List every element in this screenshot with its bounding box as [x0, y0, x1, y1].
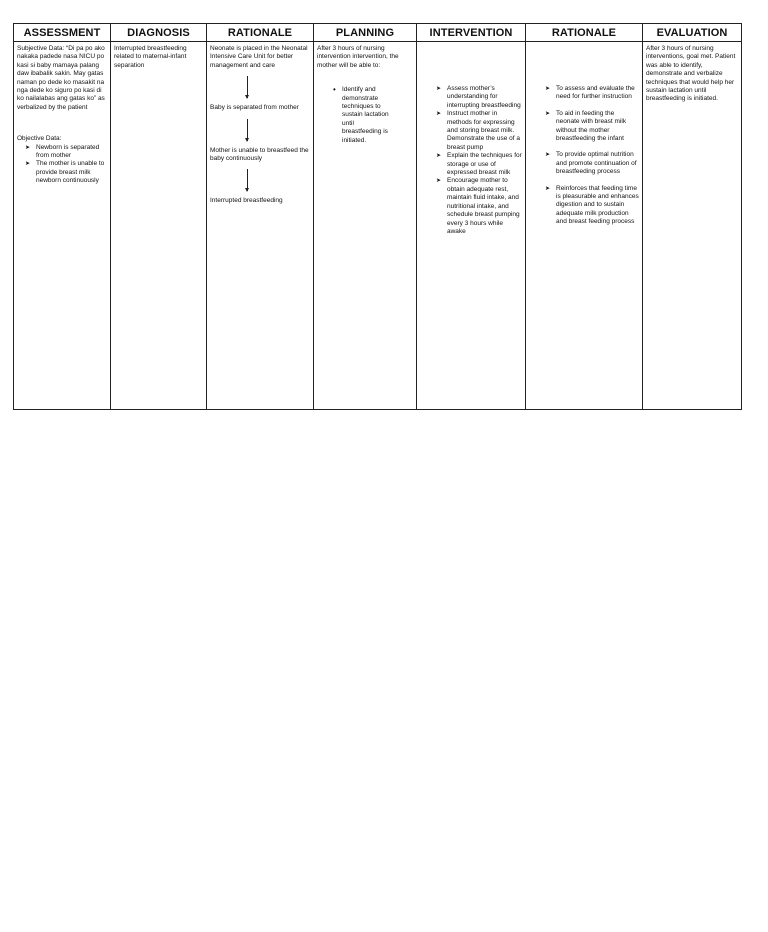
- rationale-step: Baby is separated from mother: [210, 104, 299, 112]
- header-intervention: INTERVENTION: [417, 24, 526, 42]
- diagnosis-cell: [111, 42, 207, 410]
- content-row: [14, 42, 742, 410]
- list-item: ➤ Newborn is separated from mother: [23, 144, 107, 161]
- rationale-step: Neonate is placed in the Neonatal Intensive Care Unit for better management and care: [210, 45, 308, 69]
- arrow-down-icon: [247, 76, 248, 98]
- evaluation-text: After 3 hours of nursing interventions, goal met. Patient was able to identify, demonstrate and verbalize techniques that would help her sustain lactation until breastfeeding is initiated.: [646, 45, 736, 103]
- rationale-2-list: [543, 85, 639, 227]
- header-planning: PLANNING: [314, 24, 417, 42]
- list-item: ➤ To assess and evaluate the need for further instruction: [543, 85, 639, 102]
- list-item: ➤ Explain the techniques for storage or use of expressed breast milk: [434, 152, 522, 177]
- list-item: ➤ To aid in feeding the neonate with breast milk without the mother breastfeeding the infant: [543, 110, 639, 144]
- header-rationale-2: RATIONALE: [526, 24, 643, 42]
- rationale-cell: [207, 42, 314, 410]
- intervention-list: [434, 85, 522, 236]
- list-item: ➤ To provide optimal nutrition and promote continuation of breastfeeding process: [543, 151, 639, 176]
- subjective-data: Subjective Data: “Di pa po ako nakaka padede nasa NICU po kasi si baby mamaya palang daw ibabalik sakin. May gatas naman po dede ko masakit na nga dede ko siguro po kasi di ko nailalabas ang gatas ko” as verbalized by the patient: [17, 45, 105, 111]
- header-row: [14, 24, 742, 42]
- list-item: ➤ Reinforces that feeding time is pleasurable and enhances digestion and to sustain adequate milk production and breast feeding process: [543, 185, 639, 227]
- header-rationale: RATIONALE: [207, 24, 314, 42]
- planning-list: [331, 86, 393, 145]
- header-assessment: ASSESSMENT: [14, 24, 111, 42]
- arrow-down-icon: [247, 169, 248, 191]
- list-item: • Identify and demonstrate techniques to sustain lactation until breastfeeding is initiated.: [331, 86, 393, 145]
- planning-intro: After 3 hours of nursing intervention intervention, the mother will be able to:: [317, 45, 399, 69]
- objective-data-list: [23, 144, 107, 186]
- rationale-2-cell: [526, 42, 643, 410]
- arrow-down-icon: [247, 119, 248, 141]
- objective-data-label: Objective Data:: [17, 135, 62, 143]
- header-diagnosis: DIAGNOSIS: [111, 24, 207, 42]
- evaluation-cell: [643, 42, 742, 410]
- nursing-care-plan-table: [13, 23, 742, 410]
- assessment-cell: [14, 42, 111, 410]
- intervention-cell: [417, 42, 526, 410]
- rationale-step: Interrupted breastfeeding: [210, 197, 283, 205]
- list-item: ➤ The mother is unable to provide breast milk newborn continuously: [23, 160, 107, 185]
- header-evaluation: EVALUATION: [643, 24, 742, 42]
- list-item: ➤ Assess mother’s understanding for interrupting breastfeeding: [434, 85, 522, 110]
- diagnosis-text: Interrupted breastfeeding related to maternal-infant separation: [114, 45, 187, 69]
- list-item: ➤ Encourage mother to obtain adequate rest, maintain fluid intake, and nutritional intake, and schedule breast pumping every 3 hours while awake: [434, 177, 522, 236]
- planning-cell: [314, 42, 417, 410]
- list-item: ➤ Instruct mother in methods for expressing and storing breast milk. Demonstrate the use of a breast pump: [434, 110, 522, 152]
- rationale-step: Mother is unable to breastfeed the baby continuously: [210, 146, 309, 163]
